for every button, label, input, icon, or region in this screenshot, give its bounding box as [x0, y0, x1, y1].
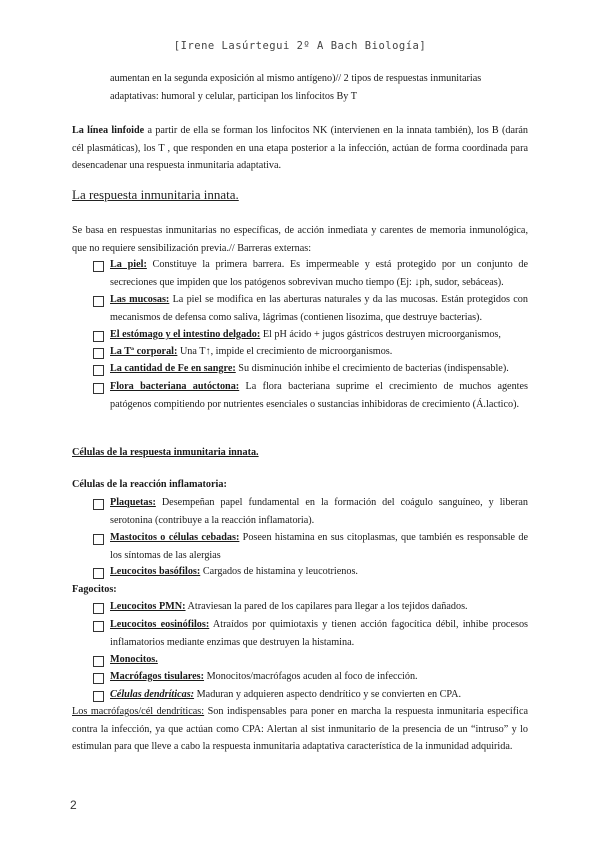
section-title: La respuesta inmunitaria innata. [72, 187, 239, 202]
barrier-title: El estómago y el intestino delgado: [110, 329, 261, 340]
checkbox-icon [93, 365, 104, 376]
barrier-text: El pH ácido + jugos gástricos destruyen microorganismos, [260, 329, 501, 340]
linfoide-text: a partir de ella se forman los linfocitos NK (intervienen en la innata también), los B (darán cél plasmáticas), los T , que responden en una etapa posterior a la infección, actúan de forma coordinada para desencadenar una respuesta inmunitaria adaptativa. [72, 125, 528, 171]
checkbox-icon [93, 499, 104, 510]
inflam-cell-text: Cargados de histamina y leucotrienos. [200, 566, 358, 577]
linfoide-paragraph [72, 122, 528, 175]
barrier-title: Flora bacteriana autóctona: [110, 381, 240, 392]
checkbox-icon [93, 656, 104, 667]
fago-cell-text: Atraviesan la pared de los capilares para llegar a los tejidos dañados. [185, 601, 468, 612]
list-item [110, 529, 528, 564]
list-item [110, 651, 528, 669]
cells-title: Células de la respuesta inmunitaria innata. [72, 447, 259, 458]
list-item [110, 668, 528, 686]
intro-line-1: aumentan en la segunda exposición al mismo antígeno)// 2 tipos de respuestas inmunitarias [110, 73, 482, 84]
fago-cell-title: Leucocitos PMN: [110, 601, 186, 612]
checkbox-icon [93, 568, 104, 579]
intro-paragraph [110, 70, 528, 105]
inflam-cell-title: Leucocitos basófilos: [110, 566, 201, 577]
list-item [110, 343, 528, 361]
list-item [110, 494, 528, 529]
checkbox-icon [93, 603, 104, 614]
fago-cell-text: Monocitos/macrófagos acuden al foco de infección. [204, 671, 418, 682]
list-item [110, 256, 528, 291]
list-item [110, 291, 528, 326]
page-header: [Irene Lasúrtegui 2º A Bach Biología] [173, 40, 427, 52]
innata-intro: Se basa en respuestas inmunitarias no específicas, de acción inmediata y carentes de memoria inmunológica, que no requiere sensibilización previa.// Barreras externas: [72, 225, 528, 254]
barrier-title: La Tª corporal: [110, 346, 178, 357]
checkbox-icon [93, 296, 104, 307]
checkbox-icon [93, 348, 104, 359]
list-item [110, 598, 528, 616]
barrier-text: Su disminución inhibe el crecimiento de bacterias (indispensable). [235, 363, 509, 374]
checkbox-icon [93, 383, 104, 394]
fago-cell-title: Macrófagos tisulares: [110, 671, 205, 682]
list-item [110, 616, 528, 651]
checkbox-icon [93, 621, 104, 632]
fago-cell-text: Atraídos por quimiotaxis y tienen acción fagocítica débil, inhibe procesos inflamatorios mediante enzimas que destruyen la histamina. [110, 619, 529, 648]
page-number: 2 [70, 798, 77, 812]
barrier-title: La piel: [110, 259, 147, 270]
checkbox-icon [93, 261, 104, 272]
list-item [110, 360, 528, 378]
linfoide-title: La línea linfoide [72, 125, 145, 136]
fago-cell-text: Maduran y adquieren aspecto dendrítico y se convierten en CPA. [194, 689, 462, 700]
checkbox-icon [93, 331, 104, 342]
list-item [110, 378, 528, 413]
dendritic-text: Son indispensables para poner en marcha la respuesta inmunitaria específica contra la infección, ya que actúan como CPA: Alertan al sist inmunitario de la presencia de un “intruso” y lo estimulan para que lleve a cabo la respuesta inmunitaria adaptativa característica de la inmunidad adquirida. [72, 706, 529, 752]
fago-cell-title: Leucocitos eosinófilos: [110, 619, 210, 630]
barrier-text: Una T↑, impide el crecimiento de microorganismos. [177, 346, 393, 357]
checkbox-icon [93, 673, 104, 684]
inflam-cell-text: Poseen histamina en sus citoplasmas, que también es responsable de los síntomas de las alergias [110, 532, 528, 561]
list-item [110, 563, 528, 581]
list-item [110, 686, 528, 704]
barrier-text: Constituye la primera barrera. Es impermeable y está protegido por un conjunto de secreciones que impiden que los patógenos sobrevivan mucho tiempo (Ej: ↓ph, sudor, sebáceas). [110, 259, 528, 288]
inflam-cell-text: Desempeñan papel fundamental en la formación del coágulo sanguíneo, y liberan serotonina (contribuye a la reacción inflamatoria). [110, 497, 528, 526]
inflam-title: Células de la reacción inflamatoria: [72, 479, 227, 490]
checkbox-icon [93, 534, 104, 545]
inflam-cell-title: Plaquetas: [110, 497, 156, 508]
inflam-cell-title: Mastocitos o células cebadas: [110, 532, 240, 543]
barrier-text: La flora bacteriana suprime el crecimiento de muchos agentes patógenos compitiendo por nutrientes esenciales o sustancias inhibidoras de crecimiento (Á.lactico). [110, 381, 528, 410]
fagocitos-title: Fagocitos: [72, 584, 117, 595]
barrier-title: Las mucosas: [110, 294, 170, 305]
barrier-title: La cantidad de Fe en sangre: [110, 363, 236, 374]
fago-cell-title: Monocitos. [110, 654, 158, 665]
dendritic-title: Los macrófagos/cél dendríticas: [72, 706, 205, 717]
barrier-text: La piel se modifica en las aberturas naturales y da las mucosas. Están protegidos con mecanismos de defensa como saliva, lágrimas (contienen lisozima, que destruye bacterias). [110, 294, 528, 323]
intro-line-2: adaptativas: humoral y celular, participan los linfocitos By T [110, 90, 357, 102]
list-item [110, 326, 528, 344]
dendritic-paragraph [72, 703, 528, 756]
checkbox-icon [93, 691, 104, 702]
fago-cell-title: Células dendríticas: [110, 689, 195, 700]
